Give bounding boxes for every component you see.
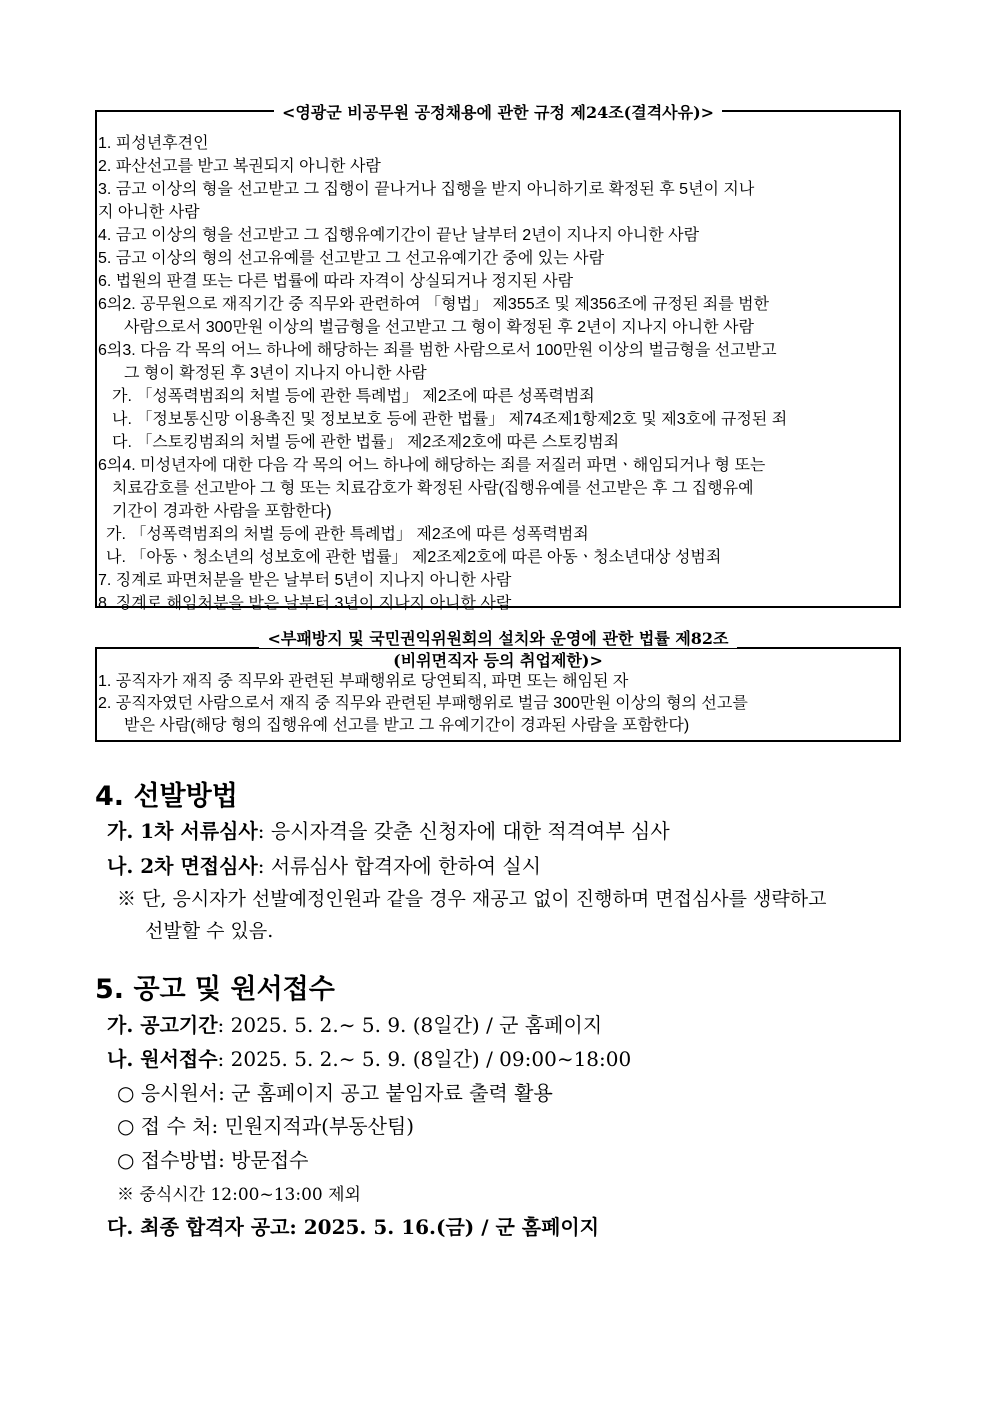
section-4-item-1 [107, 815, 670, 844]
section-4-item-1-text: : 응시자격을 갖춘 신청자에 대한 적격여부 심사 [257, 819, 670, 843]
section-5-sub-1: ○ 응시원서: 군 홈페이지 공고 붙임자료 출력 활용 [117, 1081, 553, 1105]
disqualification-line: 6의3. 다음 각 목의 어느 하나에 해당하는 죄를 범한 사람으로서 100만원 이상의 벌금형을 선고받고 [98, 342, 777, 359]
disqualification-line: 사람으로서 300만원 이상의 벌금형을 선고받고 그 형이 확정된 후 2년이 지나지 아니한 사람 [124, 319, 754, 336]
section-5-item-2 [107, 1043, 631, 1072]
disqualification-box-title: <영광군 비공무원 공정채용에 관한 규정 제24조(결격사유)> [97, 100, 899, 123]
disqualification-line: 가. 「성폭력범죄의 처벌 등에 관한 특례법」 제2조에 따른 성폭력범죄 [106, 526, 589, 543]
disqualification-line: 그 형이 확정된 후 3년이 지나지 아니한 사람 [124, 365, 427, 382]
disqualification-line: 6. 법원의 판결 또는 다른 법률에 따라 자격이 상실되거나 정지된 사람 [98, 273, 574, 290]
section-5-sub-2: ○ 접 수 처: 민원지적과(부동산팀) [117, 1114, 415, 1138]
disqualification-line: 6의4. 미성년자에 대한 다음 각 목의 어느 하나에 해당하는 죄를 저질러 파면ㆍ해임되거나 형 또는 [98, 457, 766, 474]
section-4-item-2-text: : 서류심사 합격자에 한하여 실시 [257, 854, 542, 878]
disqualification-line: 6의2. 공무원으로 재직기간 중 직무와 관련하여 「형법」 제355조 및 제356조에 규정된 죄를 범한 [98, 296, 770, 313]
employment-restriction-line: 2. 공직자였던 사람으로서 재직 중 직무와 관련된 부패행위로 벌금 300만원 이상의 형의 선고를 [98, 695, 748, 712]
section-5-item-1-label: 가. 공고기간 [107, 1013, 218, 1037]
disqualification-line: 2. 파산선고를 받고 복권되지 아니한 사람 [98, 158, 381, 175]
section-4-item-2-label: 나. 2차 면접심사 [107, 854, 258, 878]
section-5-heading: 5. 공고 및 원서접수 [95, 974, 335, 1005]
disqualification-line: 나. 「아동ㆍ청소년의 성보호에 관한 법률」 제2조제2호에 따른 아동ㆍ청소년대상 성범죄 [106, 549, 722, 566]
section-5-item-2-label: 나. 원서접수 [107, 1047, 218, 1071]
section-5-item-1-text: : 2025. 5. 2.∼ 5. 9. (8일간) / 군 홈페이지 [217, 1013, 603, 1037]
disqualification-line: 4. 금고 이상의 형을 선고받고 그 집행유예기간이 끝난 날부터 2년이 지나지 아니한 사람 [98, 227, 700, 244]
section-4-note-line-2: 선발할 수 있음. [145, 920, 274, 942]
employment-restriction-line: 받은 사람(해당 형의 집행유예 선고를 받고 그 유예기간이 경과된 사람을 포함한다) [124, 717, 690, 734]
employment-restriction-title-1: <부패방지 및 국민권익위원회의 설치와 운영에 관한 법률 제82조 [95, 626, 901, 649]
disqualification-line: 다. 「스토킹범죄의 처벌 등에 관한 법률」 제2조제2호에 따른 스토킹범죄 [112, 434, 620, 451]
disqualification-line: 치료감호를 선고받아 그 형 또는 치료감호가 확정된 사람(집행유예를 선고받은 후 그 집행유예 [112, 480, 754, 497]
section-5-sub-3: ○ 접수방법: 방문접수 [117, 1148, 309, 1172]
disqualification-line: 기간이 경과한 사람을 포함한다) [112, 503, 332, 520]
disqualification-line: 지 아니한 사람 [98, 204, 200, 221]
section-5-item-1 [107, 1009, 602, 1038]
disqualification-line: 8. 징계로 해임처분을 받은 날부터 3년이 지나지 아니한 사람 [98, 595, 512, 612]
employment-restriction-title-2: (비위면직자 등의 취업제한)> [393, 651, 603, 670]
section-5-item-2-text: : 2025. 5. 2.∼ 5. 9. (8일간) / 09:00∼18:00 [217, 1047, 632, 1071]
disqualification-line: 나. 「정보통신망 이용촉진 및 정보보호 등에 관한 법률」 제74조제1항제2호 및 제3호에 규정된 죄 [112, 411, 788, 428]
section-4-note-line-1: ※ 단, 응시자가 선발예정인원과 같을 경우 재공고 없이 진행하며 면접심사를 생략하고 [117, 888, 827, 910]
section-5-note: ※ 중식시간 12:00~13:00 제외 [117, 1185, 361, 1205]
disqualification-line: 1. 피성년후견인 [98, 135, 209, 152]
section-5-item-3: 다. 최종 합격자 공고: 2025. 5. 16.(금) / 군 홈페이지 [107, 1215, 600, 1239]
employment-restriction-line: 1. 공직자가 재직 중 직무와 관련된 부패행위로 당연퇴직, 파면 또는 해임된 자 [98, 673, 629, 690]
disqualification-line: 7. 징계로 파면처분을 받은 날부터 5년이 지나지 아니한 사람 [98, 572, 512, 589]
disqualification-line: 3. 금고 이상의 형을 선고받고 그 집행이 끝나거나 집행을 받지 아니하기로 확정된 후 5년이 지나 [98, 181, 755, 198]
section-4-heading: 4. 선발방법 [95, 781, 238, 812]
disqualification-line: 가. 「성폭력범죄의 처벌 등에 관한 특례법」 제2조에 따른 성폭력범죄 [112, 388, 595, 405]
disqualification-line: 5. 금고 이상의 형의 선고유예를 선고받고 그 선고유예기간 중에 있는 사람 [98, 250, 605, 267]
section-4-item-1-label: 가. 1차 서류심사 [107, 819, 258, 843]
section-4-item-2 [107, 850, 541, 879]
